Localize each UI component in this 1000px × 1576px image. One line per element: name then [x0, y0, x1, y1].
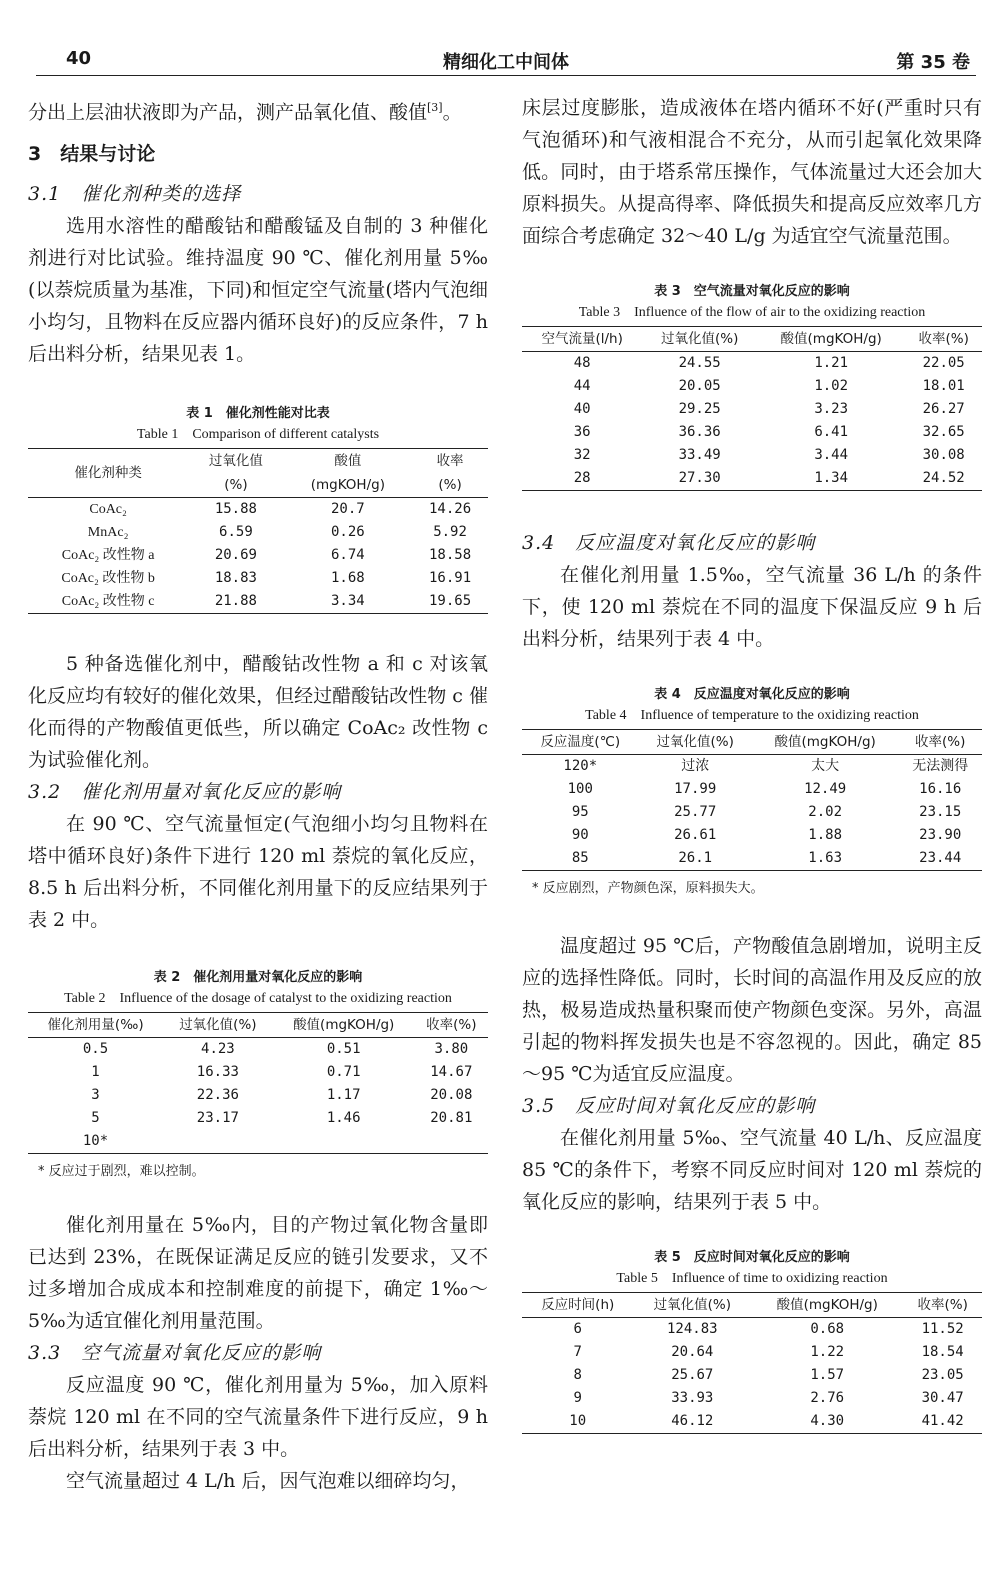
table-row: 0.5 4.23 0.51 3.80	[82, 1041, 469, 1058]
data-table	[522, 729, 982, 871]
paragraph: 5 种备选催化剂中，醋酸钴改性物 a 和 c 对该氧化反应均有较好的催化效果，但经过醋酸钴改性物 c 催化而得的产物酸值更低些，所以确定 CoAc₂ 改性物 c 为试验催化剂。	[28, 653, 488, 772]
column-header: 过氧化值(%)	[639, 730, 752, 755]
journal-title: 精细化工中间体	[443, 52, 569, 73]
table-caption-en: Table 4 Influence of temperature to the oxidizing reaction	[585, 708, 919, 723]
column-unit: (%)	[188, 473, 283, 498]
left-column	[28, 92, 488, 1497]
table-row: CoAc₂ 15.88 20.7 14.26	[89, 501, 472, 518]
column-header: 过氧化值(%)	[633, 1293, 751, 1318]
table-1	[28, 404, 488, 614]
column-header: 酸值(mgKOH/g)	[757, 327, 905, 352]
data-table	[522, 1292, 982, 1434]
column-header: 催化剂用量(‰)	[28, 1013, 163, 1038]
column-unit: (mgKOH/g)	[284, 473, 413, 498]
table-row: 7 20.64 1.22 18.54	[573, 1344, 964, 1360]
table-5	[522, 1248, 982, 1434]
table-note: * 反应剧烈，产物颜色深，原料损失大。	[532, 881, 764, 896]
running-header	[36, 46, 976, 76]
table-note: * 反应过于剧烈，难以控制。	[38, 1164, 205, 1180]
citation[interactable]: [3]	[427, 101, 443, 114]
table-row: CoAc₂ 改性物 b 18.83 1.68 16.91	[61, 570, 472, 587]
paragraph: 温度超过 95 ℃后，产物酸值急剧增加，说明主反应的选择性降低。同时，长时间的高温作用及反应的放热，极易造成热量积聚而使产物颜色变深。另外，高温引起的物料挥发损失也是不容忽视的。因此，确定 85～95 ℃为适宜反应温度。	[522, 935, 982, 1085]
table-row: MnAc₂ 6.59 0.26 5.92	[87, 524, 467, 541]
table-row: 5 23.17 1.46 20.81	[91, 1110, 473, 1127]
column-header: 过氧化值(%)	[163, 1013, 273, 1038]
paragraph: 催化剂用量在 5‰内，目的产物过氧化物含量即已达到 23%，在既保证满足反应的链引发要求，又不过多增加合成成本和控制难度的前提下，确定 1‰～5‰为适宜催化剂用量范围。	[28, 1214, 488, 1333]
table-row: 48 24.55 1.21 22.05	[573, 355, 965, 371]
subsection-heading: 3.4 反应温度对氧化反应的影响	[522, 532, 816, 554]
table-caption-en: Table 3 Influence of the flow of air to the oxidizing reaction	[578, 305, 926, 320]
table-caption-cn: 表 3 空气流量对氧化反应的影响	[654, 284, 850, 299]
table-caption-cn: 表 2 催化剂用量对氧化反应的影响	[153, 970, 363, 986]
column-header: 反应时间(h)	[522, 1293, 633, 1318]
column-header: 收率(%)	[415, 1013, 488, 1038]
column-unit: (%)	[412, 473, 488, 498]
table-row: 9 33.93 2.76 30.47	[573, 1390, 964, 1406]
table-row: 36 36.36 6.41 32.65	[573, 424, 965, 440]
table-row: CoAc₂ 改性物 a 20.69 6.74 18.58	[61, 547, 472, 564]
table-row: CoAc₂ 改性物 c 21.88 3.34 19.65	[28, 590, 488, 614]
table-row: 28 27.30 1.34 24.52	[522, 467, 982, 491]
table-3	[522, 282, 982, 491]
table-row: 44 20.05 1.02 18.01	[573, 378, 965, 394]
page-number: 40	[66, 48, 92, 69]
table-caption-en: Table 5 Influence of time to oxidizing reaction	[616, 1271, 888, 1286]
table-row: 40 29.25 3.23 26.27	[573, 401, 965, 417]
column-header: 收率	[412, 449, 488, 474]
table-row: 8 25.67 1.57 23.05	[573, 1367, 964, 1383]
column-header: 收率(%)	[905, 327, 982, 352]
column-header: 酸值(mgKOH/g)	[751, 1293, 903, 1318]
paragraph: 在催化剂用量 5‰、空气流量 40 L/h、反应温度 85 ℃的条件下，考察不同反应时间对 120 ml 萘烷的氧化反应的影响，结果列于表 5 中。	[522, 1127, 982, 1213]
right-column	[522, 92, 982, 1434]
subsection-heading: 3.3 空气流量对氧化反应的影响	[28, 1342, 322, 1365]
table-caption-en: Table 1 Comparison of different catalysts	[136, 427, 380, 443]
table-row: 85 26.1 1.63 23.44	[522, 847, 982, 871]
subsection-heading: 3.1 催化剂种类的选择	[28, 183, 242, 206]
table-row: 100 17.99 12.49 16.16	[567, 781, 962, 797]
column-header: 收率(%)	[903, 1293, 982, 1318]
column-header: 过氧化值	[188, 449, 283, 474]
table-4	[522, 685, 982, 896]
table-row: 120* 过浓 太大 无法测得	[563, 758, 969, 774]
table-row: 95 25.77 2.02 23.15	[571, 804, 962, 820]
paragraph: 空气流量超过 4 L/h 后，因气泡难以细碎均匀，	[66, 1470, 470, 1493]
paragraph: 选用水溶性的醋酸钴和醋酸锰及自制的 3 种催化剂进行对比试验。维持温度 90 ℃、催化剂用量 5‰(以萘烷质量为基准，下同)和恒定空气流量(塔内气泡细小均匀，且物料在反应器内循环良好)的反应条件，7 h 后出料分析，结果见表 1。	[28, 215, 488, 366]
column-header: 空气流量(l/h)	[522, 327, 642, 352]
data-table	[28, 448, 488, 614]
column-header: 过氧化值(%)	[642, 327, 757, 352]
column-header: 收率(%)	[898, 730, 982, 755]
section-heading: 3 结果与讨论	[28, 143, 156, 166]
table-row: 6 124.83 0.68 11.52	[573, 1321, 964, 1337]
table-caption-en: Table 2 Influence of the dosage of catalyst to the oxidizing reaction	[64, 991, 452, 1007]
paragraph: 分出上层油状液即为产品，测产品氧化值、酸值[3]。	[28, 101, 462, 124]
table-row: 32 33.49 3.44 30.08	[573, 447, 965, 463]
column-header: 酸值	[284, 449, 413, 474]
column-header: 反应温度(℃)	[522, 730, 639, 755]
paragraph: 反应温度 90 ℃，催化剂用量为 5‰，加入原料萘烷 120 ml 在不同的空气流量条件下进行反应，9 h 后出料分析，结果列于表 3 中。	[28, 1374, 488, 1461]
column-header: 催化剂种类	[28, 449, 188, 498]
column-header: 酸值(mgKOH/g)	[752, 730, 899, 755]
table-row: 3 22.36 1.17 20.08	[91, 1087, 473, 1104]
data-table	[28, 1012, 488, 1154]
table-row: 90 26.61 1.88 23.90	[571, 827, 962, 843]
table-caption-cn: 表 1 催化剂性能对比表	[186, 406, 330, 422]
subsection-heading: 3.2 催化剂用量对氧化反应的影响	[28, 781, 342, 804]
table-caption-cn: 表 5 反应时间对氧化反应的影响	[654, 1250, 850, 1265]
paragraph: 在催化剂用量 1.5‰，空气流量 36 L/h 的条件下，使 120 ml 萘烷在不同的温度下保温反应 9 h 后出料分析，结果列于表 4 中。	[522, 564, 982, 650]
table-row: 1 16.33 0.71 14.67	[91, 1064, 473, 1081]
paragraph: 床层过度膨胀，造成液体在塔内循环不好(严重时只有气泡循环)和气液相混合不充分，从而引起氧化效果降低。同时，由于塔系常压操作，气体流量过大还会加大原料损失。从提高得率、降低损失和提高反应效率几方面综合考虑确定 32～40 L/g 为适宜空气流量范围。	[522, 97, 982, 247]
subsection-heading: 3.5 反应时间对氧化反应的影响	[522, 1095, 816, 1117]
table-2	[28, 968, 488, 1179]
table-caption-cn: 表 4 反应温度对氧化反应的影响	[654, 687, 850, 702]
table-row: 10 46.12 4.30 41.42	[522, 1410, 982, 1434]
column-header: 酸值(mgKOH/g)	[273, 1013, 415, 1038]
data-table	[522, 326, 982, 491]
volume-label: 第 35 卷	[896, 52, 970, 73]
table-row: 10*	[28, 1130, 488, 1154]
paragraph: 在 90 ℃、空气流量恒定(气泡细小均匀且物料在塔中循环良好)条件下进行 120 ml 萘烷的氧化反应，8.5 h 后出料分析，不同催化剂用量下的反应结果列于表 2 中。	[28, 813, 488, 932]
